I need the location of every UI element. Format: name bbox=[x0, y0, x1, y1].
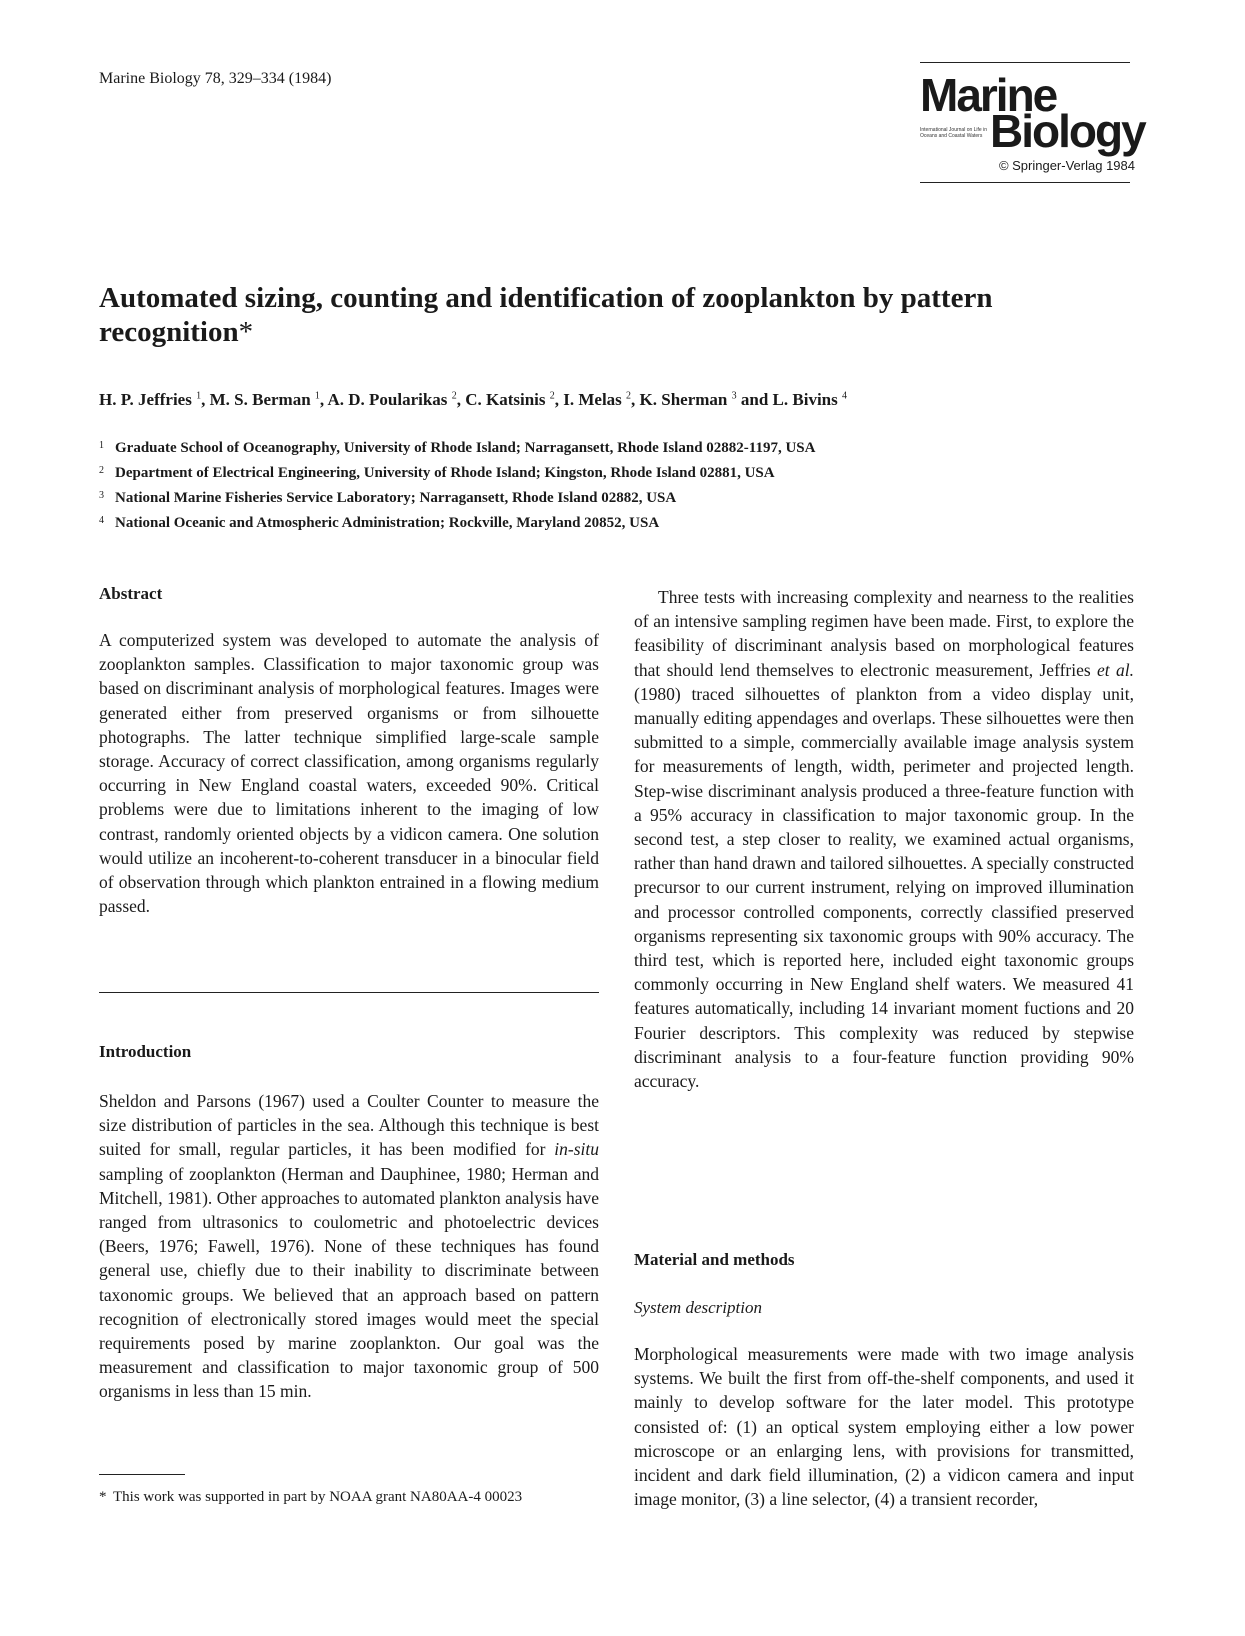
author-separator: , bbox=[201, 390, 210, 409]
methods-heading: Material and methods bbox=[634, 1250, 795, 1269]
system-description-paragraph: Morphological measurements were made with two image analysis systems. We built the first from off-the-shelf components, and used it mainly to develop software for the later model. This prototype consisted of: (1) an optical system employing either a low power microscope or an enlarging lens, with provisions for transmitted, incident and dark field illumination, (2) a vidicon camera and input image monitor, (3) a line selector, (4) a transient recorder, bbox=[634, 1344, 1134, 1510]
affiliation-1: 1 Graduate School of Oceanography, University of Rhode Island; Narragansett, Rhode Island 02882-1197, USA bbox=[99, 440, 816, 456]
affiliation-2: 2 Department of Electrical Engineering, University of Rhode Island; Kingston, Rhode Island 02881, USA bbox=[99, 465, 775, 481]
author-affiliation-marker: 3 bbox=[731, 390, 737, 402]
author-affiliation-marker: 1 bbox=[196, 390, 202, 402]
logo-bottom-rule bbox=[920, 182, 1130, 183]
author-name: I. Melas bbox=[563, 390, 622, 409]
logo-top-rule bbox=[920, 62, 1130, 63]
copyright: © Springer-Verlag 1984 bbox=[998, 158, 1135, 173]
abstract-rule bbox=[99, 992, 599, 993]
logo-subtitle: International Journal on Life in Oceans and Coastal Waters bbox=[920, 127, 987, 139]
intro-continued-paragraph: Three tests with increasing complexity and nearness to the realities of an intensive sampling regimen have been made. First, to explore the feasibility of discriminant analysis based on morphological features that should lend themselves to electronic measurement, Jeffries et al. (1980) traced silhouettes of plankton from a video display unit, manually editing appendages and overlaps. These silhouettes were then submitted to a simple, commercially available image analysis system for measurements of length, width, perimeter and projected length. Step-wise discriminant analysis produced a three-feature function with a 95% accuracy in classification to major taxonomic group. In the second test, a step closer to reality, we examined actual organisms, rather than hand drawn and tailored silhouettes. A specially constructed precursor to our current instrument, relying on improved illumination and processor controlled components, correctly classified preserved organisms representing six taxonomic groups with 90% accuracy. The third test, which is reported here, included eight taxonomic groups commonly occurring in New England shelf waters. We measured 41 features automatically, including 14 invariant moment fuctions and 20 Fourier descriptors. This complexity was reduced by stepwise discriminant analysis to a four-feature function providing 90% accuracy. bbox=[634, 587, 1134, 1092]
affiliation-4: 4 National Oceanic and Atmospheric Administration; Rockville, Maryland 20852, USA bbox=[99, 515, 660, 531]
author-separator: and bbox=[736, 390, 773, 409]
footnote: * This work was supported in part by NOAA grant NA80AA-4 00023 bbox=[99, 1489, 523, 1505]
logo-biology: Biology bbox=[990, 105, 1145, 157]
author-affiliation-marker: 4 bbox=[842, 390, 847, 402]
author-affiliation-marker: 1 bbox=[314, 390, 320, 402]
author-list bbox=[99, 390, 1099, 410]
introduction-paragraph: Sheldon and Parsons (1967) used a Coulter Counter to measure the size distribution of particles in the sea. Although this technique is best suited for small, regular particles, it has been modified for in-situ sampling of zooplankton (Herman and Dauphinee, 1980; Herman and Mitchell, 1981). Other approaches to automated plankton analysis have ranged from ultrasonics to coulometric and photoelectric devices (Beers, 1976; Fawell, 1976). None of these techniques has found general use, chiefly due to their inability to discriminate between taxonomic groups. We believed that an approach based on pattern recognition of electronically stored images would meet the special requirements posed by marine zooplankton. Our goal was the measurement and classification to major taxonomic group of 500 organisms in less than 15 min. bbox=[99, 1091, 599, 1402]
author-separator: , bbox=[456, 390, 466, 409]
system-description-heading: System description bbox=[634, 1298, 762, 1317]
paper-title: Automated sizing, counting and identification of zooplankton by pattern recognition* bbox=[99, 282, 993, 348]
author-name: H. P. Jeffries bbox=[99, 390, 192, 409]
abstract-text: A computerized system was developed to automate the analysis of zooplankton samples. Classification to major taxonomic group was based on discriminant analysis of morphological features. Images were generated either from preserved organisms or from silhouette photographs. The latter technique simplified large-scale sample storage. Accuracy of correct classification, among organisms regularly occurring in New England coastal waters, exceeded 90%. Critical problems were due to limitations inherent to the imaging of low contrast, randomly oriented objects by a vidicon camera. One solution would utilize an incoherent-to-coherent transducer in a binocular field of observation through which plankton entrained in a flowing medium passed. bbox=[99, 630, 599, 917]
author-name: K. Sherman bbox=[639, 390, 728, 409]
author-name: L. Bivins bbox=[772, 390, 838, 409]
author-affiliation-marker: 2 bbox=[451, 390, 457, 402]
author-affiliation-marker: 2 bbox=[549, 390, 555, 402]
author-name: C. Katsinis bbox=[465, 390, 546, 409]
logo-marine: Marine bbox=[920, 69, 1057, 121]
author-separator: , bbox=[554, 390, 564, 409]
affiliation-3: 3 National Marine Fisheries Service Laboratory; Narragansett, Rhode Island 02882, USA bbox=[99, 490, 677, 506]
abstract-heading: Abstract bbox=[99, 584, 163, 603]
author-separator: , bbox=[631, 390, 640, 409]
journal-citation: Marine Biology 78, 329–334 (1984) bbox=[99, 70, 332, 87]
author-name: A. D. Poularikas bbox=[327, 390, 448, 409]
author-affiliation-marker: 2 bbox=[626, 390, 632, 402]
introduction-heading: Introduction bbox=[99, 1042, 192, 1061]
author-name: M. S. Berman bbox=[209, 390, 311, 409]
author-separator: , bbox=[319, 390, 328, 409]
footnote-rule bbox=[99, 1474, 185, 1475]
